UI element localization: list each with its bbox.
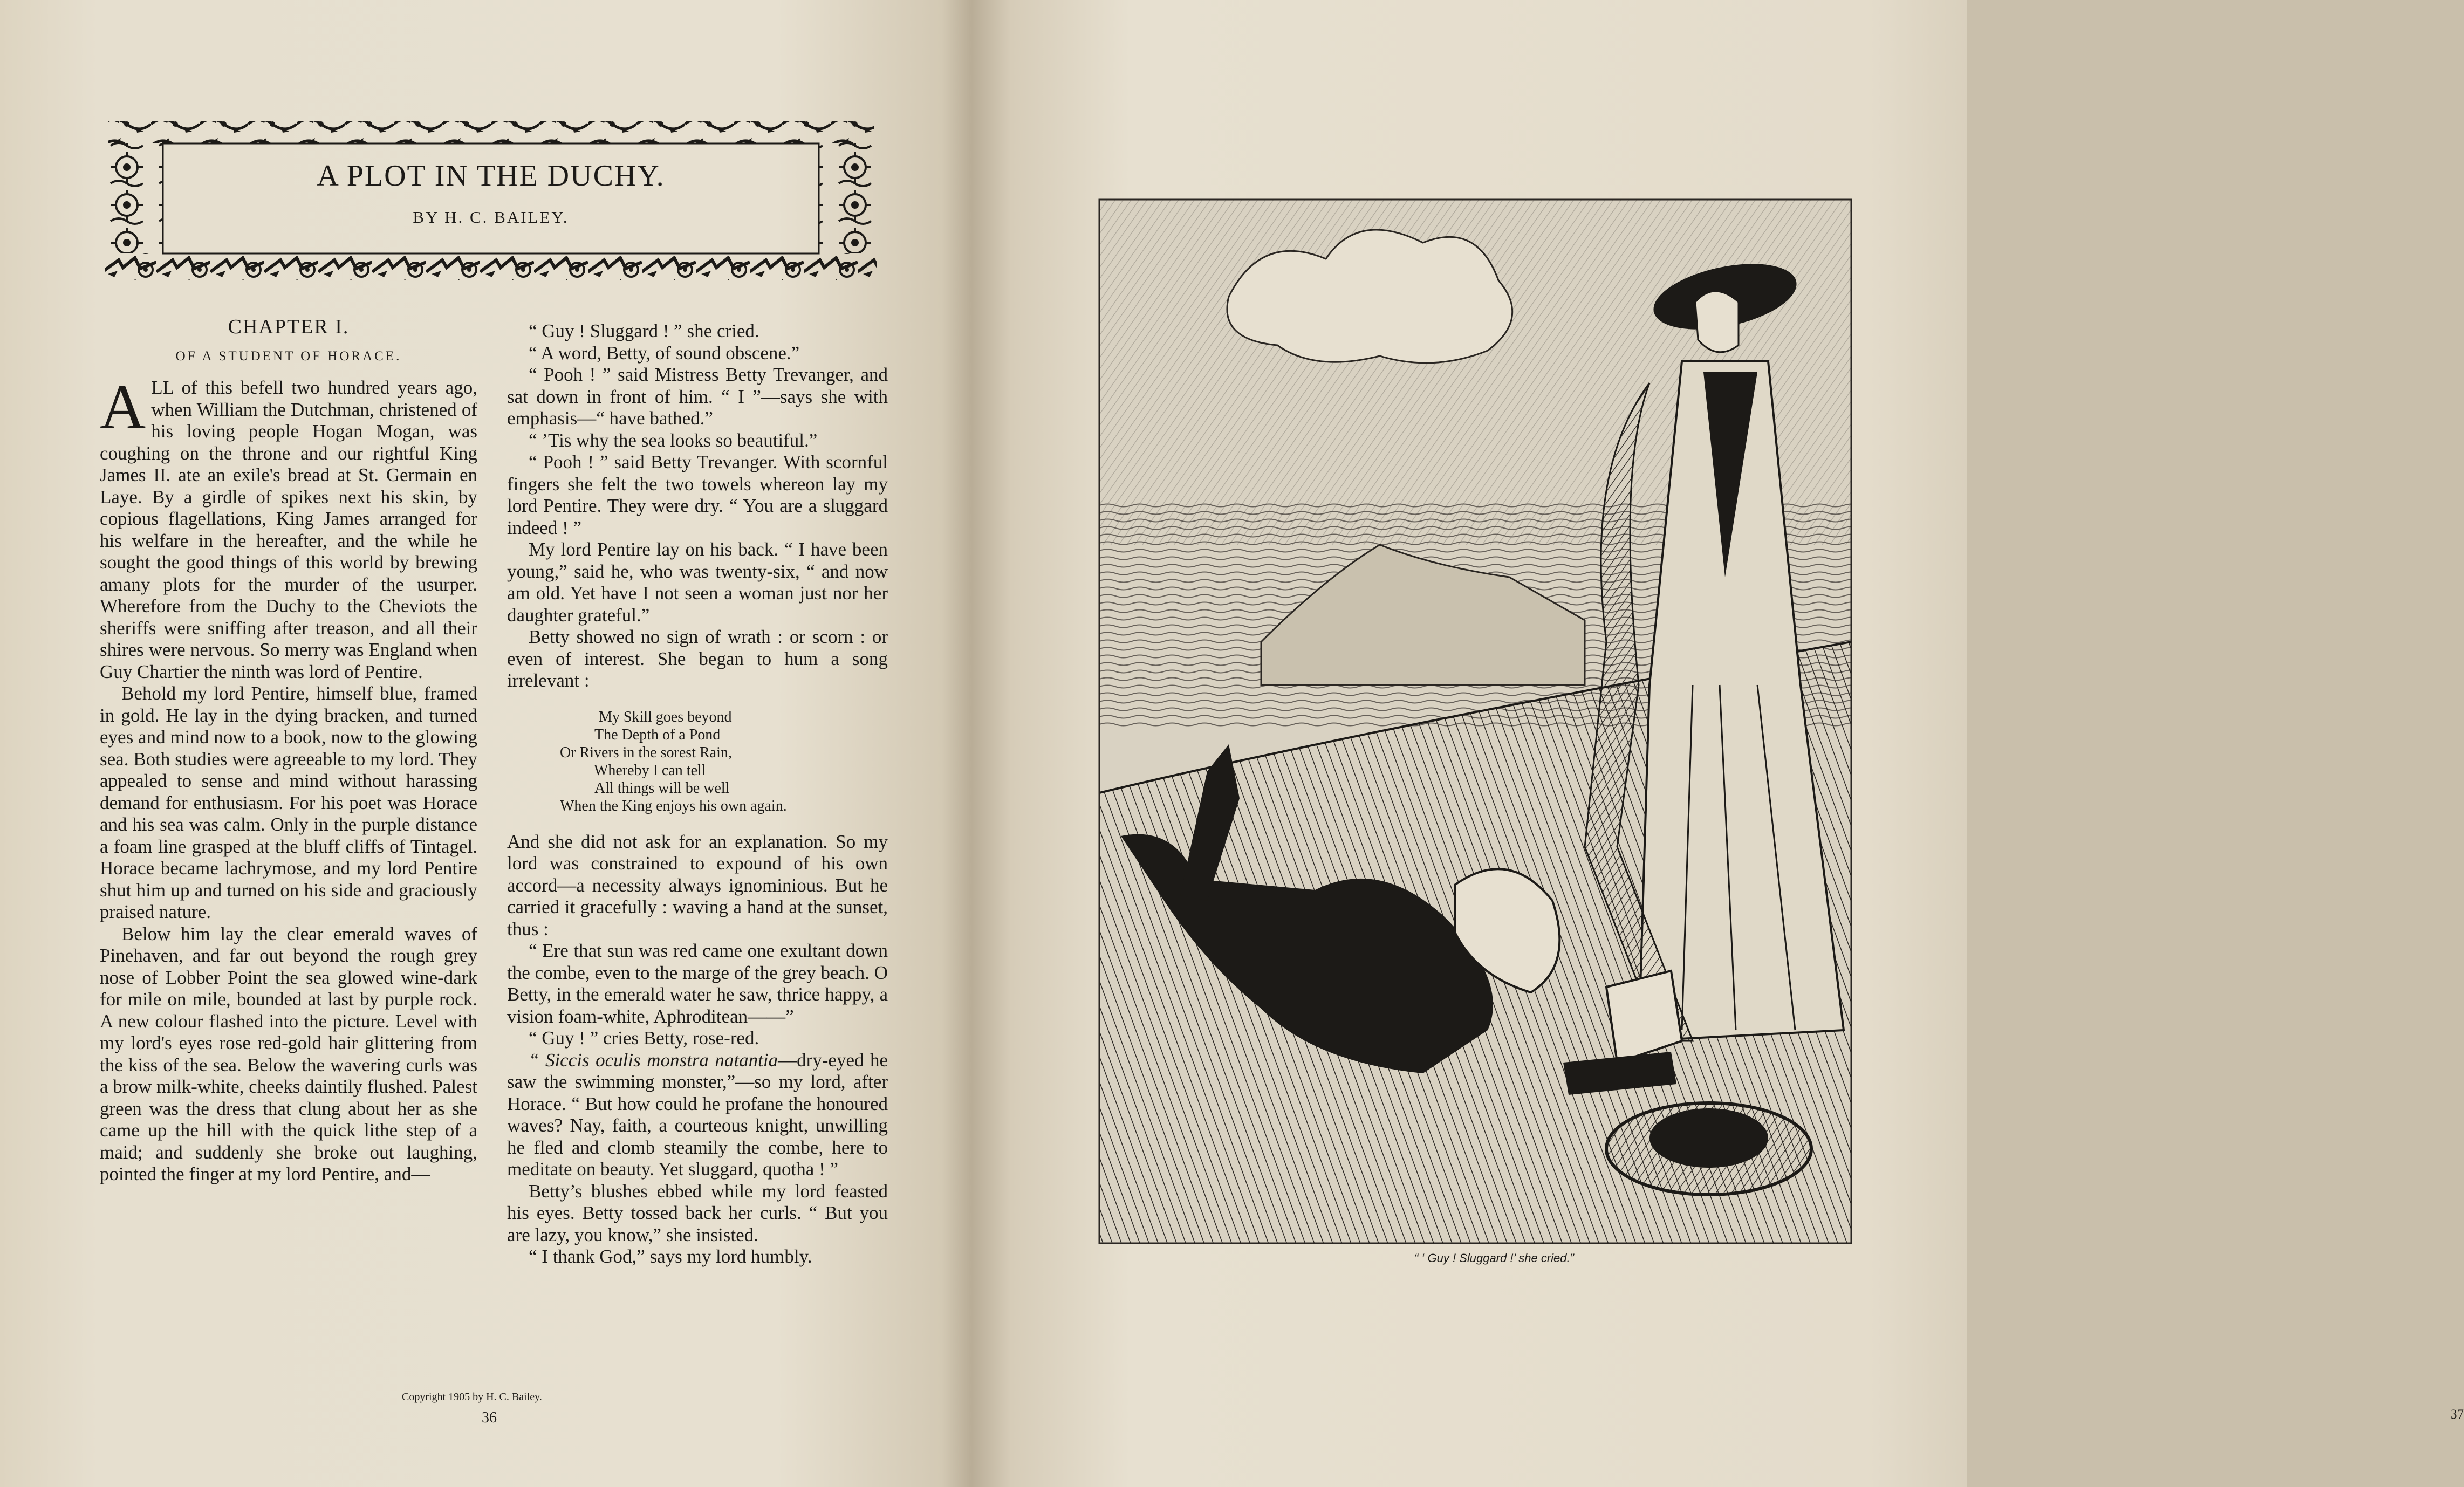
paragraph: Below him lay the clear emerald waves of Pinehaven, and far out beyond the rough grey nose of Lobber Point the sea glowed wine-dark for mile on mile, bounded at last by purple rock. A new colour flashed into the picture. Level with my lord's eyes rose red-gold hair glittering from the kiss of the sea. Below the wavering curls was a brow milk-white, cheeks daintily flushed. Palest green was the dress that clung about her as she came up the hill with the quick lithe step of a maid; and suddenly she broke out laughing, pointed the finger at my lord Pentire, and— — [100, 923, 477, 1184]
paragraph: “ Pooh ! ” said Mistress Betty Trevanger, and sat down in front of him. “ I ”—says she with emphasis—“ have bathed.” — [507, 364, 888, 429]
illustration-caption: “ ‘ Guy ! Sluggard !’ she cried.” — [1414, 1251, 1574, 1265]
verse-line: Whereby I can tell — [594, 762, 706, 779]
verse-line: Or Rivers in the sorest Rain, — [560, 744, 732, 761]
byline: BY H. C. BAILEY. — [413, 208, 569, 227]
verse-line: All things will be well — [594, 779, 730, 797]
paragraph: “ Ere that sun was red came one exultant down the combe, even to the marge of the grey beach. O Betty, in the emerald water he saw, thrice happy, a vision foam-white, Aphroditean——” — [507, 940, 888, 1027]
pen-ink-illustration — [1099, 200, 1851, 1243]
ornamental-border-icon — [102, 113, 879, 286]
title-ornament-frame — [102, 113, 879, 286]
song-verse — [507, 708, 888, 815]
paragraph: Behold my lord Pentire, himself blue, framed in gold. He lay in the dying bracken, and turned eyes and mind now to a book, now to the glowing sea. Both studies were agreeable to my lord. They appealed to sense and mind without harassing demand for enthusiasm. For his poet was Horace and his sea was calm. Only in the purple distance a foam line grasped at the bluff cliffs of Tintagel. Horace became lachrymose, and my lord Pentire shut him up and turned on his side and graciously praised nature. — [100, 683, 477, 922]
paragraph — [100, 372, 477, 683]
paragraph: And she did not ask for an explanation. So my lord was constrained to expound of his own accord—a necessity always ignominious. But he carried it gracefully : waving a hand at the sunset, thus : — [507, 831, 888, 940]
paragraph: “ ’Tis why the sea looks so beautiful.” — [529, 429, 818, 451]
right-text-column — [507, 320, 888, 1268]
paragraph: Betty’s blushes ebbed while my lord feasted his eyes. Betty tossed back her curls. “ But you are lazy, you know,” she insisted. — [507, 1180, 888, 1245]
copyright-notice: Copyright 1905 by H. C. Bailey. — [402, 1391, 542, 1403]
verse-line: When the King enjoys his own again. — [560, 797, 787, 814]
paragraph: Betty showed no sign of wrath : or scorn : or even of interest. She began to hum a song irrelevant : — [507, 626, 888, 691]
paragraph: My lord Pentire lay on his back. “ I have been young,” said he, who was twenty-six, “ and now am old. Yet have I not seen a woman just nor her daughter grateful.” — [507, 539, 888, 626]
drop-cap: A — [100, 372, 146, 442]
paragraph — [507, 1050, 888, 1181]
latin-quotation: “ Siccis oculis monstra natantia — [529, 1049, 778, 1071]
page-number-right: 37 — [2451, 1407, 2464, 1422]
verse-line: The Depth of a Pond — [594, 726, 721, 743]
paragraph: “ Pooh ! ” said Betty Trevanger. With scornful fingers she felt the two towels whereon lay my lord Pentire. They were dry. “ You are a sluggard indeed ! ” — [507, 451, 888, 538]
verse-line: My Skill goes beyond — [599, 708, 732, 725]
story-title: A PLOT IN THE DUCHY. — [317, 159, 665, 193]
paragraph: “ A word, Betty, of sound obscene.” — [529, 342, 800, 364]
paragraph: “ I thank God,” says my lord humbly. — [529, 1246, 812, 1267]
left-text-column — [100, 313, 477, 1186]
paragraph: “ Guy ! ” cries Betty, rose-red. — [529, 1027, 759, 1049]
paragraph-text: LL of this befell two hundred years ago, when William the Dutchman, christened of his loving people Hogan Mogan, was coughing on the throne and our rightful King James II. ate an exile's bread at St. Germain en Laye. By a girdle of spikes next his skin, by copious flagellations, King James arranged for his welfare in the hereafter, and the while he sought the good things of this world by brewing amany plots for the murder of the usurper. Wherefore from the Duchy to the Cheviots the sheriffs were sniffing after treason, and all their shires were nervous. So merry was England when Guy Chartier the ninth was lord of Pentire. — [100, 377, 477, 682]
chapter-heading: CHAPTER I. — [228, 316, 350, 338]
chapter-subheading: OF A STUDENT OF HORACE. — [175, 348, 402, 364]
paragraph: “ Guy ! Sluggard ! ” she cried. — [529, 320, 759, 341]
page-number-left: 36 — [482, 1409, 497, 1426]
paragraph-text: —dry-eyed he saw the swimming monster,”—so my lord, after Horace. “ But how could he profane the honoured waves? Nay, faith, a courteous knight, unwilling he fled and clomb steamily the combe, here to meditate on beauty. Yet sluggard, quotha ! ” — [507, 1049, 888, 1180]
left-page — [0, 0, 971, 1487]
